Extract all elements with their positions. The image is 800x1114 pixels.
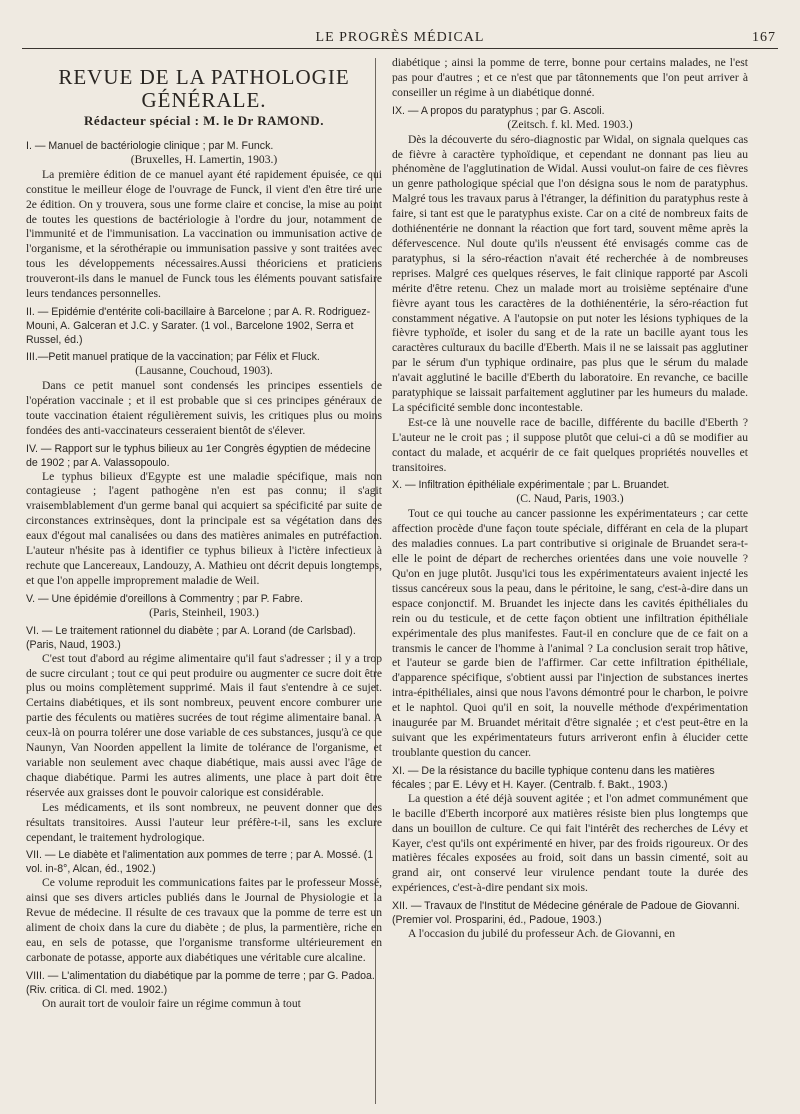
entry-3-text: Dans ce petit manuel sont condensés les principes essentiels de l'opération vaccinale ; et il est probable que si ces principes généraux de toute vaccination étaient régulièrement suivis, les critiques plus ou moins fondées des anti-vaccinateurs cesseraient bientôt de s'élever.: [26, 378, 382, 437]
entry-11-heading: XI. — De la résistance du bacille typhique contenu dans les matières fécales ; par E. Lévy et H. Kayer. (Centralb. f. Bakt., 1903.): [392, 764, 715, 791]
entry-7-text: Ce volume reproduit les communications faites par le professeur Mossé, ainsi que ses divers articles publiés dans le Journal de Physiologie et la Revue de médecine. Il résulte de ces travaux que la pomme de terre est un aliment de choix dans la cure du diabète ; de plus, la parmentière, riche en eau, en sels de potasse, que l'organisme transforme ultérieurement en carbonate de potasse, apporte aux diabétiques une véritable cure alcaline.: [26, 876, 382, 964]
entry-9-source: (Zeitsch. f. kl. Med. 1903.): [507, 117, 633, 131]
entry-9-heading: IX. — A propos du paratyphus ; par G. Ascoli.: [392, 104, 605, 117]
entry-9-text: Dès la découverte du séro-diagnostic par Widal, on signala quelques cas de fièvre à caractère typhoïdique, et cependant ne donnant pas lieu au phénomène de l'agglutination de Widal. Aussi voulut-on faire de ces fièvres un genre pathologique spécial que l'on désigna sous le nom de paratyphus. Malgré tous les travaux parus à l'étranger, la définition du paratyphus reste à faire, si tant est que le paratyphus existe. Car on a cité de nombreux faits de dothiénentérie ne donnant la réaction que fort tard, souvent même après la défervescence. Nul doute qu'ils n'eussent été envisagés comme cas de paratyphus, si la séro-réaction n'avait été recherchée à de nombreuses reprises. Malgré ces quelques réserves, le fait clinique rapporté par Ascoli mérite d'être retenu. Chez un malade mort au troisième septénaire d'une fièvre ayant tous les caractères de la dothiénentérie, la séro-réaction fut constamment négative. A l'autopsie on put noter les lésions typhiques de la fièvre typhoïde, et isoler du sang et de la rate un bacille ayant tous les caractères culturaux du bacille d'Eberth. Mais il ne se laissait pas agglutiner par le sérum d'un typhique ordinaire, pas plus que le sérum du malade n'avait agglutiné le bacille d'Eberth du laboratoire. En revanche, ce bacille paratyphique se laissait parfaitement agglutiner par les humeurs du malade. La spécificité semble donc incontestable.: [392, 132, 748, 414]
entry-6-heading: VI. — Le traitement rationnel du diabète ; par A. Lorand (de Carlsbad). (Paris, Naud, 1903.): [26, 624, 356, 651]
entry-12-text: A l'occasion du jubilé du professeur Ach. de Giovanni, en: [408, 927, 676, 941]
entry-8-heading: VIII. — L'alimentation du diabétique par la pomme de terre ; par G. Padoa. (Riv. critica. di Cl. med. 1902.): [26, 969, 375, 996]
entry-3-source: (Lausanne, Couchoud, 1903).: [135, 363, 273, 377]
section-title: REVUE DE LA PATHOLOGIE GÉNÉRALE.: [58, 65, 350, 112]
entry-4-heading: IV. — Rapport sur le typhus bilieux au 1er Congrès égyptien de médecine de 1902 ; par A. Valassopoulo.: [26, 442, 371, 469]
entry-6-text-continued: Les médicaments, et ils sont nombreux, ne peuvent donner que des résultats transitoires. Aussi l'auteur leur préfère-t-il, sans les exclure cependant, le traitement hydrologique.: [26, 800, 382, 844]
entry-6-text: C'est tout d'abord au régime alimentaire qu'il faut s'adresser ; il y a trop de sucre circulant ; tout ce qui peut produire ou augmenter ce sucre doit être plus ou moins complètement supprimé. Mais il faut s'entendre à ce sujet. Certains diabétiques, et ils sont nombreux, peuvent encore comburer une partie des féculents ou matières sucrées de tout régime alimentaire banal. A ceux-là on pourra tolérer une dose variable de ces substances, jusqu'à ce que Naunyn, Van Noorden appellent la limite de tolérance de l'organisme, et variable non seulement avec chaque diabétique, mais aussi avec l'âge de chaque diabétique. Parmi les autres aliments, une place à part doit être réservée aux graisses dont le pouvoir calorique est considérable.: [26, 651, 382, 799]
entry-8-text: On aurait tort de vouloir faire un régime commun à tout: [42, 996, 301, 1010]
entry-10-source: (C. Naud, Paris, 1903.): [516, 492, 624, 506]
left-column: [26, 56, 382, 1012]
entry-5-heading: V. — Une épidémie d'oreillons à Commentry ; par P. Fabre.: [26, 592, 304, 605]
right-column: [392, 56, 748, 942]
entry-2-heading: II. — Epidémie d'entérite coli-bacillaire à Barcelone ; par A. R. Rodriguez-Mouni, A. Galceran et J.C. y Sarater. (1 vol., Barcelone 1902, Serra et Russel, éd.): [26, 305, 371, 346]
entry-9-text-continued: Est-ce là une nouvelle race de bacille, différente du bacille d'Eberth ? L'auteur ne le croit pas ; il suppose plutôt que celui-ci a dû se modifier au contact du malade, et acquérir de ce fait quelques propriétés nouvelles et transitoires.: [392, 415, 748, 474]
entry-8-continuation: diabétique ; ainsi la pomme de terre, bonne pour certains malades, ne l'est pas pour d'autres ; et ce n'est que par tâtonnements que l'on peut arriver à conseiller un régime à un diabétique donné.: [392, 56, 748, 99]
entry-12-heading: XII. — Travaux de l'Institut de Médecine générale de Padoue de Giovanni. (Premier vol. Prosparini, éd., Padoue, 1903.): [392, 900, 740, 927]
entry-3-heading: III.—Petit manuel pratique de la vaccination; par Félix et Fluck.: [26, 350, 320, 363]
running-head: [22, 28, 778, 49]
entry-5-source: (Paris, Steinheil, 1903.): [149, 605, 259, 619]
entry-1-text: La première édition de ce manuel ayant été rapidement épuisée, ce qui constitue le meilleur éloge de l'ouvrage de Funck, il vient d'en être tiré une 2e édition. On y trouvera, sous une forme claire et concise, la mise au point de toutes les questions de bactériologie à l'ordre du jour, notamment de l'immunité et de l'immunisation. La vaccination ou immunisation active de l'organisme, et la sérothérapie ou immunisation passive y sont traitées avec tous les développements nécessaires.Aussi théoriciens et praticiens trouveront-ils dans le manuel de Funck tous les éléments pouvant satisfaire leurs tendances personnelles.: [26, 167, 382, 301]
journal-title: LE PROGRÈS MÉDICAL: [315, 30, 485, 45]
entry-1-source: (Bruxelles, H. Lamertin, 1903.): [130, 152, 278, 166]
entry-10-text: Tout ce qui touche au cancer passionne les expérimentateurs ; car cette affection procède d'une façon toute spéciale, différant en cela de la plupart des maladies connues. La part contributive si originale de Bruandet sera-t-elle le point de départ de recherches orientées dans une voie nouvelle ? Qu'on en juge plutôt. Jusqu'ici tous les expérimentateurs avaient injecté les tissus cancéreux sous la peau, dans le péritoine, le sang, c'est-à-dire dans un espace conjonctif. M. Bruandet les injecte dans les cavités épithéliales du rein ou du testicule, et de cette façon obtient une infiltration épithéliale expérimentale des plus manifestes. Faut-il en conclure que de ce fait on a transmis le cancer de l'homme à l'animal ? La conclusion serait trop hâtive, et l'auteur se garde bien de l'affirmer. Car cette infiltration épithéliale, d'apparence spécifique, s'obtient aussi par l'injection de substances inertes intra-épithéliales, ainsi que nous l'avons démontré pour le charbon, le poivre et le naphtol. Quoi qu'il en soit, la nouvelle méthode d'expérimentation inaugurée par M. Bruandet méritait d'être signalée ; et c'est peut-être en la suivant que les expérimentateurs futurs arriveront enfin à élucider cette troublante question du cancer.: [392, 507, 748, 759]
section-subtitle: Rédacteur spécial : M. le Dr RAMOND.: [84, 113, 324, 128]
entry-7-heading: VII. — Le diabète et l'alimentation aux pommes de terre ; par A. Mossé. (1 vol. in-8°, Alcan, éd., 1902.): [26, 849, 374, 876]
page-number: 167: [752, 30, 776, 45]
entry-1-heading: I. — Manuel de bactériologie clinique ; par M. Funck.: [26, 139, 274, 152]
entry-4-text: Le typhus bilieux d'Egypte est une maladie spécifique, mais non contagieuse ; l'agent pathogène n'en est pas connu; il s'agit vraisemblablement d'un germe banal qui acquiert sa spécificité par suite de circonstances extrinsèques, dont la principale est sa végétation dans des eaux d'égout mal canalisées ou dans des matières animales en putréfaction. L'auteur n'hésite pas à identifier ce typhus bilieux à l'ictère infectieux à rechute que Lancereaux, Landouzy, A. Mathieu ont décrit depuis longtemps, et que l'on appelle improprement maladie de Weil.: [26, 469, 382, 587]
entry-10-heading: X. — Infiltration épithéliale expérimentale ; par L. Bruandet.: [392, 479, 670, 492]
entry-11-text: La question a été déjà souvent agitée ; et l'on admet communément que le bacille d'Eberth incorporé aux matières résiste bien plus longtemps que dans un bouillon de culture. Ce qui fait l'intérêt des recherches de Lévy et Kayer, c'est qu'ils ont expérimenté en hiver, par des froids rigoureux. Or des matières fécales exposées au froid, soit dans un bassin cimenté, soit au grand air, ont conservé leur virulence pendant toute la durée des expériences, c'est-à-dire pendant six mois.: [392, 791, 748, 895]
